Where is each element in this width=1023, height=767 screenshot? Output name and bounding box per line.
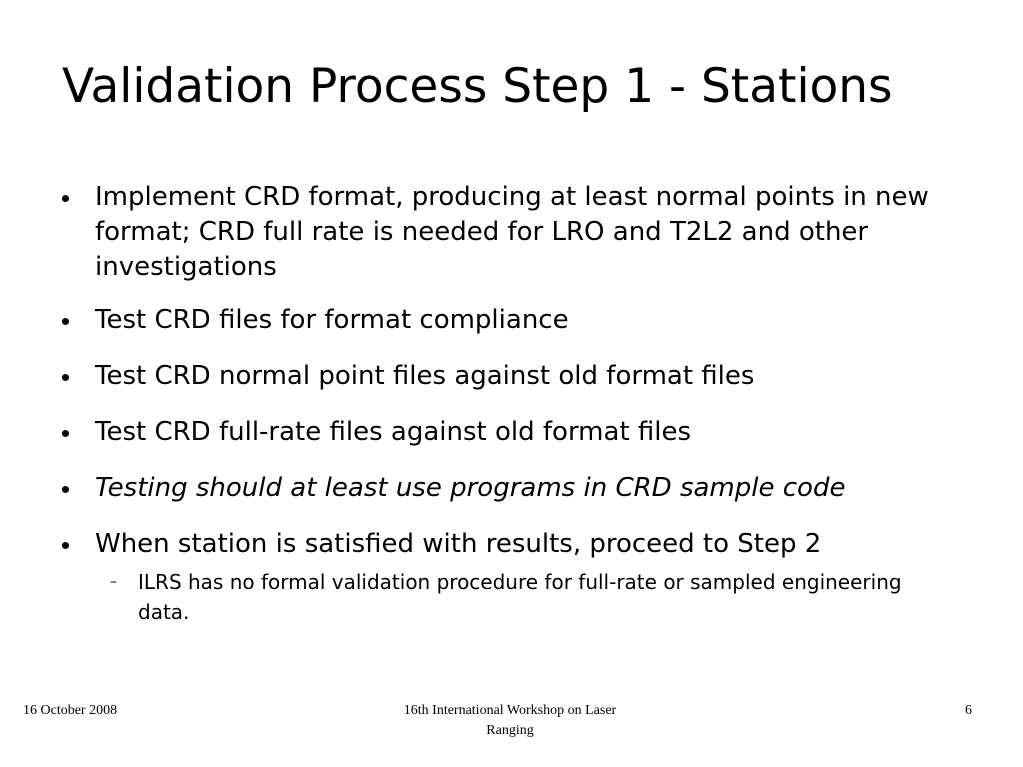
- bullet-list: [60, 180, 990, 627]
- dash-icon: –: [110, 574, 117, 590]
- bullet-dot-icon: [62, 374, 69, 381]
- page-number: 6: [965, 703, 972, 718]
- bullet-dot-icon: [62, 318, 69, 325]
- footer-event-line2: Ranging: [486, 723, 534, 738]
- bullet-item: [60, 471, 990, 506]
- bullet-text: Test CRD files for format compliance: [95, 305, 569, 335]
- bullet-dot-icon: [62, 542, 69, 549]
- bullet-item: [60, 415, 990, 450]
- bullet-text: When station is satisfied with results, proceed to Step 2: [95, 529, 822, 559]
- sub-bullet-text: ILRS has no formal validation procedure for full-rate or sampled engineering data.: [138, 570, 902, 624]
- slide-title: Validation Process Step 1 - Stations: [62, 59, 893, 114]
- bullet-text: Implement CRD format, producing at least normal points in new format; CRD full rate is needed for LRO and T2L2 and other investigations: [95, 182, 929, 282]
- bullet-item: [60, 527, 990, 562]
- bullet-text: Testing should at least use programs in CRD sample code: [95, 473, 846, 503]
- bullet-dot-icon: [62, 486, 69, 493]
- bullet-text: Test CRD normal point files against old format files: [95, 361, 755, 391]
- bullet-item: [60, 359, 990, 394]
- footer-event: [365, 701, 655, 741]
- footer-date: 16 October 2008: [23, 703, 118, 718]
- bullet-item: [60, 303, 990, 338]
- bullet-dot-icon: [62, 430, 69, 437]
- sub-bullet-item: [60, 567, 958, 627]
- footer-event-line1: 16th International Workshop on Laser: [403, 703, 617, 718]
- bullet-dot-icon: [62, 195, 69, 202]
- bullet-item: [60, 180, 990, 285]
- bullet-text: Test CRD full-rate files against old format files: [95, 417, 692, 447]
